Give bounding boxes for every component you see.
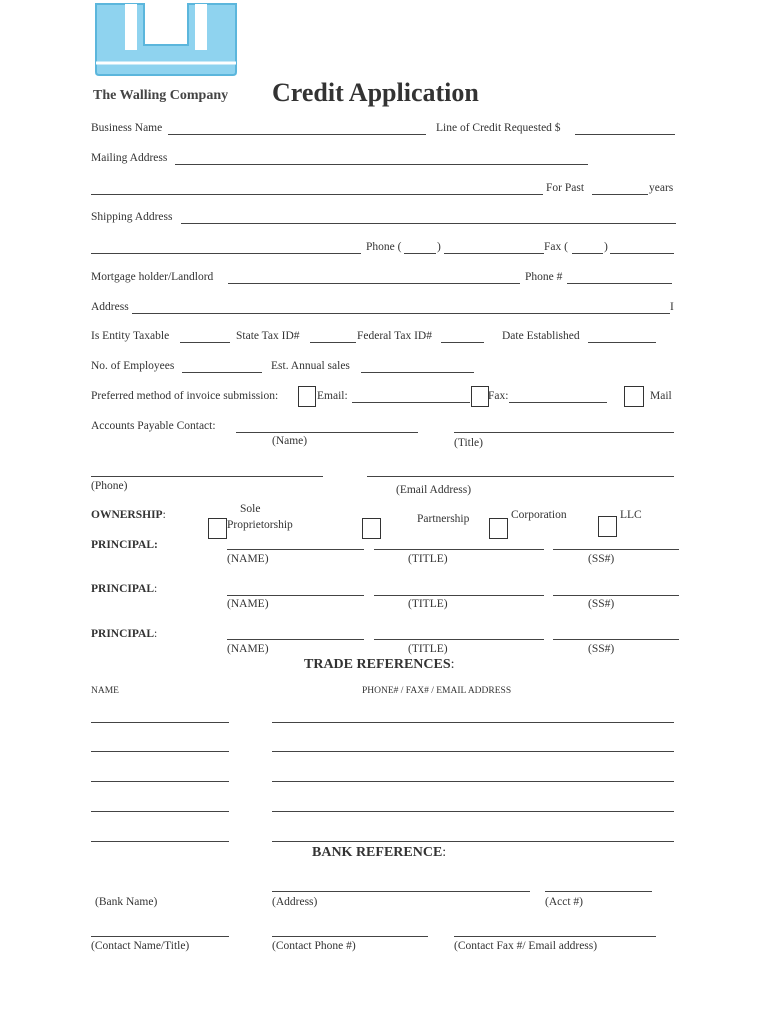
bank-reference-heading: BANK REFERENCE:	[312, 845, 447, 860]
federal-tax-id-field[interactable]	[441, 342, 484, 343]
trade-ref-4-name-field[interactable]	[91, 811, 229, 812]
address-label: Address	[91, 301, 129, 313]
principal-1-ss-field[interactable]	[553, 549, 679, 550]
employees-field[interactable]	[182, 372, 262, 373]
shipping-address-label: Shipping Address	[91, 211, 173, 223]
bank-acct-field[interactable]	[545, 891, 652, 892]
line-of-credit-label: Line of Credit Requested $	[436, 122, 561, 134]
shipping-address-field[interactable]	[181, 223, 676, 224]
bank-address-caption: (Address)	[272, 896, 318, 908]
bank-contact-name-caption: (Contact Name/Title)	[91, 940, 190, 952]
corporation-label: Corporation	[511, 509, 567, 521]
phone-number-field[interactable]	[444, 253, 544, 254]
bank-name-caption: (Bank Name)	[95, 896, 158, 908]
name-caption: (Name)	[272, 435, 308, 447]
principal-3-ss-caption: (SS#)	[588, 643, 615, 655]
ap-contact-label: Accounts Payable Contact:	[91, 420, 216, 432]
mailing-address-label: Mailing Address	[91, 152, 168, 164]
entity-taxable-field[interactable]	[180, 342, 230, 343]
trade-col-contact: PHONE# / FAX# / EMAIL ADDRESS	[362, 686, 512, 696]
mail-option-label: Mail	[650, 390, 672, 402]
sole-label-line2: Proprietorship	[227, 519, 293, 531]
principal-3-label: PRINCIPAL:	[91, 628, 158, 640]
ap-contact-name-field[interactable]	[236, 432, 418, 433]
bank-acct-caption: (Acct #)	[545, 896, 583, 908]
mortgage-holder-label: Mortgage holder/Landlord	[91, 271, 214, 283]
phone-area-code-field[interactable]	[404, 253, 436, 254]
annual-sales-label: Est. Annual sales	[271, 360, 350, 372]
entity-taxable-label: Is Entity Taxable	[91, 330, 170, 342]
corporation-checkbox[interactable]	[489, 518, 508, 539]
mortgage-holder-field[interactable]	[228, 283, 520, 284]
principal-2-name-field[interactable]	[227, 595, 364, 596]
llc-checkbox[interactable]	[598, 516, 617, 537]
phone-label: Phone (	[366, 241, 402, 253]
years-field[interactable]	[592, 194, 648, 195]
years-label: years	[649, 182, 674, 194]
fax-number-field[interactable]	[610, 253, 674, 254]
principal-2-ss-field[interactable]	[553, 595, 679, 596]
fax-label: Fax (	[544, 241, 568, 253]
bank-address-field[interactable]	[272, 891, 530, 892]
trade-ref-2-contact-field[interactable]	[272, 751, 674, 752]
federal-tax-id-label: Federal Tax ID#	[357, 330, 432, 342]
business-name-label: Business Name	[91, 122, 163, 134]
fax-checkbox[interactable]	[471, 386, 489, 407]
mailing-address-line2-field[interactable]	[91, 194, 543, 195]
trade-col-name: NAME	[91, 686, 119, 696]
bank-contact-phone-caption: (Contact Phone #)	[272, 940, 356, 952]
trade-ref-4-contact-field[interactable]	[272, 811, 674, 812]
trade-ref-2-name-field[interactable]	[91, 751, 229, 752]
invoice-email-field[interactable]	[352, 402, 470, 403]
trade-ref-3-contact-field[interactable]	[272, 781, 674, 782]
landlord-phone-label: Phone #	[525, 271, 563, 283]
principal-1-title-caption: (TITLE)	[408, 553, 448, 565]
business-name-field[interactable]	[168, 134, 426, 135]
date-established-field[interactable]	[588, 342, 656, 343]
trade-ref-1-contact-field[interactable]	[272, 722, 674, 723]
principal-2-title-field[interactable]	[374, 595, 544, 596]
principal-3-title-caption: (TITLE)	[408, 643, 448, 655]
partnership-label: Partnership	[417, 513, 470, 525]
date-established-label: Date Established	[502, 330, 580, 342]
principal-1-label: PRINCIPAL:	[91, 539, 158, 551]
sole-proprietorship-checkbox[interactable]	[208, 518, 227, 539]
line-of-credit-field[interactable]	[575, 134, 675, 135]
principal-1-title-field[interactable]	[374, 549, 544, 550]
employees-label: No. of Employees	[91, 360, 175, 372]
ownership-label: OWNERSHIP:	[91, 509, 166, 521]
trade-references-heading: TRADE REFERENCES:	[304, 657, 455, 672]
principal-2-title-caption: (TITLE)	[408, 598, 448, 610]
trade-ref-3-name-field[interactable]	[91, 781, 229, 782]
trade-ref-5-name-field[interactable]	[91, 841, 229, 842]
ap-contact-title-field[interactable]	[454, 432, 674, 433]
llc-label: LLC	[620, 509, 642, 521]
bank-contact-name-field[interactable]	[91, 936, 229, 937]
annual-sales-field[interactable]	[361, 372, 474, 373]
bank-contact-phone-field[interactable]	[272, 936, 428, 937]
shipping-address-line2-field[interactable]	[91, 253, 361, 254]
principal-3-title-field[interactable]	[374, 639, 544, 640]
principal-1-ss-caption: (SS#)	[588, 553, 615, 565]
email-checkbox[interactable]	[298, 386, 316, 407]
landlord-phone-field[interactable]	[567, 283, 672, 284]
page-title: Credit Application	[272, 78, 479, 107]
ap-email-field[interactable]	[367, 476, 674, 477]
title-caption: (Title)	[454, 437, 483, 449]
principal-1-name-caption: (NAME)	[227, 553, 269, 565]
principal-3-name-caption: (NAME)	[227, 643, 269, 655]
walling-company-logo	[93, 2, 239, 78]
invoice-method-label: Preferred method of invoice submission:	[91, 390, 279, 402]
sole-label-line1: Sole	[240, 503, 261, 515]
principal-2-name-caption: (NAME)	[227, 598, 269, 610]
principal-3-ss-field[interactable]	[553, 639, 679, 640]
state-tax-id-label: State Tax ID#	[236, 330, 300, 342]
partnership-checkbox[interactable]	[362, 518, 381, 539]
state-tax-id-field[interactable]	[310, 342, 356, 343]
mailing-address-field[interactable]	[175, 164, 588, 165]
for-past-label: For Past	[546, 182, 585, 194]
mail-checkbox[interactable]	[624, 386, 644, 407]
principal-2-label: PRINCIPAL:	[91, 583, 158, 595]
trade-ref-5-contact-field[interactable]	[272, 841, 674, 842]
fax-option-label: Fax:	[488, 390, 509, 402]
ap-phone-field[interactable]	[91, 476, 323, 477]
bank-contact-fax-field[interactable]	[454, 936, 656, 937]
principal-3-name-field[interactable]	[227, 639, 364, 640]
email-option-label: Email:	[317, 390, 348, 402]
trade-ref-1-name-field[interactable]	[91, 722, 229, 723]
email-caption: (Email Address)	[396, 484, 472, 496]
principal-2-ss-caption: (SS#)	[588, 598, 615, 610]
bank-contact-fax-caption: (Contact Fax #/ Email address)	[454, 940, 598, 952]
address-field[interactable]	[132, 313, 670, 314]
phone-caption: (Phone)	[91, 480, 128, 492]
principal-1-name-field[interactable]	[227, 549, 364, 550]
invoice-fax-field[interactable]	[509, 402, 607, 403]
company-name: The Walling Company	[93, 88, 229, 103]
fax-area-code-field[interactable]	[572, 253, 603, 254]
